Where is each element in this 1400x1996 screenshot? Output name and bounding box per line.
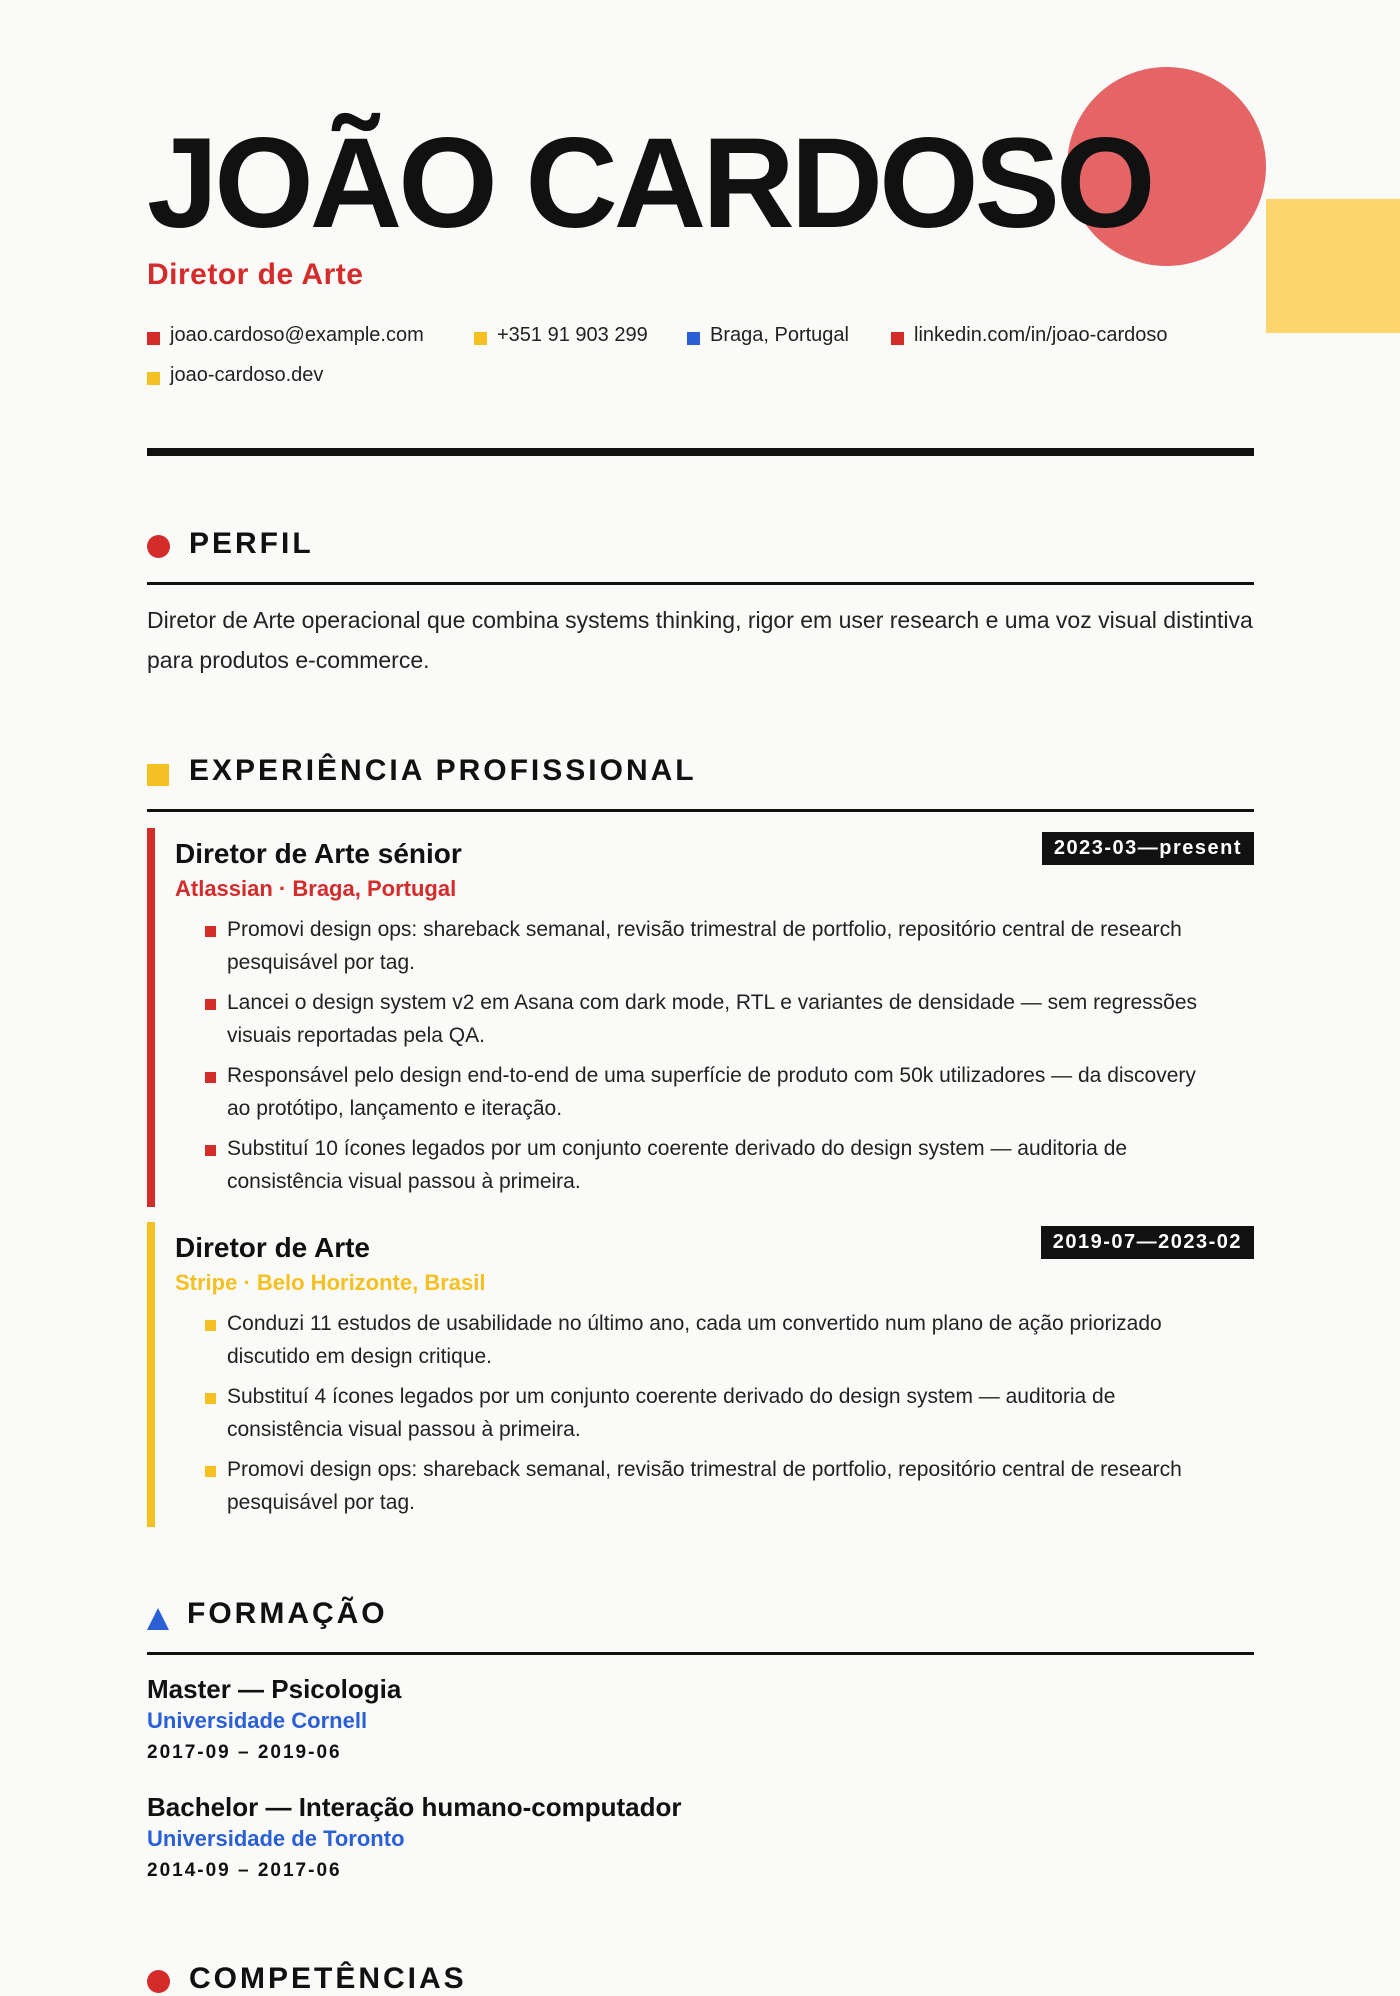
education-entry bbox=[147, 1672, 1254, 1768]
bullet-text: Responsável pelo design end-to-end de uma superfície de produto com 50k utilizadores — da discovery ao protótipo, lançamento e iteração. bbox=[227, 1064, 1196, 1120]
contact-website-text: joao-cardoso.dev bbox=[170, 364, 324, 386]
candidate-name bbox=[147, 112, 1152, 255]
list-item bbox=[205, 986, 1225, 1052]
section-divider bbox=[147, 1652, 1254, 1655]
job-accent-bar bbox=[147, 828, 155, 1207]
bullet-text: Promovi design ops: shareback semanal, revisão trimestral de portfolio, repositório central de research pesquisável por tag. bbox=[227, 918, 1182, 974]
bullet-square bbox=[205, 1393, 216, 1404]
job-dates-badge: 2019-07—2023-02 bbox=[1041, 1226, 1254, 1259]
section-title: FORMAÇÃO bbox=[187, 1597, 388, 1630]
circle-marker-icon bbox=[147, 535, 170, 558]
contact-phone-text: +351 91 903 299 bbox=[497, 324, 648, 346]
square-marker-icon bbox=[147, 764, 169, 786]
job-bullets bbox=[205, 1307, 1225, 1526]
education-degree: Bachelor — Interação humano-computador bbox=[147, 1792, 682, 1822]
list-item bbox=[205, 913, 1225, 979]
section-divider bbox=[147, 582, 1254, 585]
contact-location-text: Braga, Portugal bbox=[710, 324, 849, 346]
bullet-text: Substituí 10 ícones legados por um conjunto coerente derivado do design system — auditoria de consistência visual passou à primeira. bbox=[227, 1137, 1128, 1193]
job-accent-bar bbox=[147, 1222, 155, 1527]
education-dates: 2017-09 – 2019-06 bbox=[147, 1742, 342, 1763]
header-divider bbox=[147, 448, 1254, 456]
bullet-text: Conduzi 11 estudos de usabilidade no último ano, cada um convertido num plano de ação priorizado discutido em design critique. bbox=[227, 1312, 1162, 1368]
list-item bbox=[205, 1059, 1225, 1125]
bullet-square bbox=[687, 332, 700, 345]
contact-linkedin-text: linkedin.com/in/joao-cardoso bbox=[914, 324, 1168, 346]
section-title: COMPETÊNCIAS bbox=[189, 1962, 467, 1995]
education-school: Universidade Cornell bbox=[147, 1708, 368, 1733]
list-item bbox=[205, 1132, 1225, 1198]
decorative-rectangle bbox=[1266, 199, 1400, 333]
job-company: Stripe · Belo Horizonte, Brasil bbox=[175, 1270, 486, 1295]
contact-website[interactable] bbox=[147, 364, 323, 387]
contact-phone[interactable] bbox=[474, 324, 648, 347]
job-company: Atlassian · Braga, Portugal bbox=[175, 876, 457, 901]
bullet-square bbox=[147, 372, 160, 385]
contact-email-text: joao.cardoso@example.com bbox=[170, 324, 424, 346]
bullet-square bbox=[474, 332, 487, 345]
contact-location bbox=[687, 324, 849, 347]
profile-summary: Diretor de Arte operacional que combina systems thinking, rigor em user research e uma voz visual distintiva para produtos e-commerce. bbox=[147, 607, 1253, 673]
job-title: Diretor de Arte sénior bbox=[175, 838, 462, 869]
section-title: EXPERIÊNCIA PROFISSIONAL bbox=[189, 754, 697, 787]
bullet-square bbox=[147, 332, 160, 345]
bullet-square bbox=[205, 1320, 216, 1331]
education-entry bbox=[147, 1790, 1254, 1886]
bullet-text: Promovi design ops: shareback semanal, revisão trimestral de portfolio, repositório central de research pesquisável por tag. bbox=[227, 1458, 1182, 1514]
bullet-text: Lancei o design system v2 em Asana com dark mode, RTL e variantes de densidade — sem regressões visuais reportadas pela QA. bbox=[227, 991, 1197, 1047]
list-item bbox=[205, 1307, 1225, 1373]
list-item bbox=[205, 1453, 1225, 1519]
bullet-square bbox=[205, 999, 216, 1010]
bullet-text: Substituí 4 ícones legados por um conjunto coerente derivado do design system — auditoria de consistência visual passou à primeira. bbox=[227, 1385, 1116, 1441]
job-entry bbox=[147, 1222, 1254, 1527]
triangle-marker-icon bbox=[147, 1608, 169, 1630]
bullet-square bbox=[205, 1466, 216, 1477]
contact-linkedin[interactable] bbox=[891, 324, 1167, 347]
education-dates: 2014-09 – 2017-06 bbox=[147, 1860, 342, 1881]
education-school: Universidade de Toronto bbox=[147, 1826, 405, 1851]
job-bullets bbox=[205, 913, 1225, 1205]
circle-marker-icon bbox=[147, 1970, 170, 1993]
contact-email[interactable] bbox=[147, 324, 424, 347]
job-role: Diretor de Arte bbox=[147, 258, 364, 291]
name-first: JOÃO bbox=[147, 112, 494, 255]
section-title: PERFIL bbox=[189, 527, 314, 560]
bullet-square bbox=[205, 926, 216, 937]
education-degree: Master — Psicologia bbox=[147, 1674, 402, 1704]
section-divider bbox=[147, 809, 1254, 812]
bullet-square bbox=[205, 1072, 216, 1083]
job-entry bbox=[147, 828, 1254, 1207]
list-item bbox=[205, 1380, 1225, 1446]
name-last: CARDOSO bbox=[525, 112, 1152, 255]
bullet-square bbox=[205, 1145, 216, 1156]
job-dates-badge: 2023-03—present bbox=[1042, 832, 1254, 865]
job-title: Diretor de Arte bbox=[175, 1232, 371, 1263]
bullet-square bbox=[891, 332, 904, 345]
